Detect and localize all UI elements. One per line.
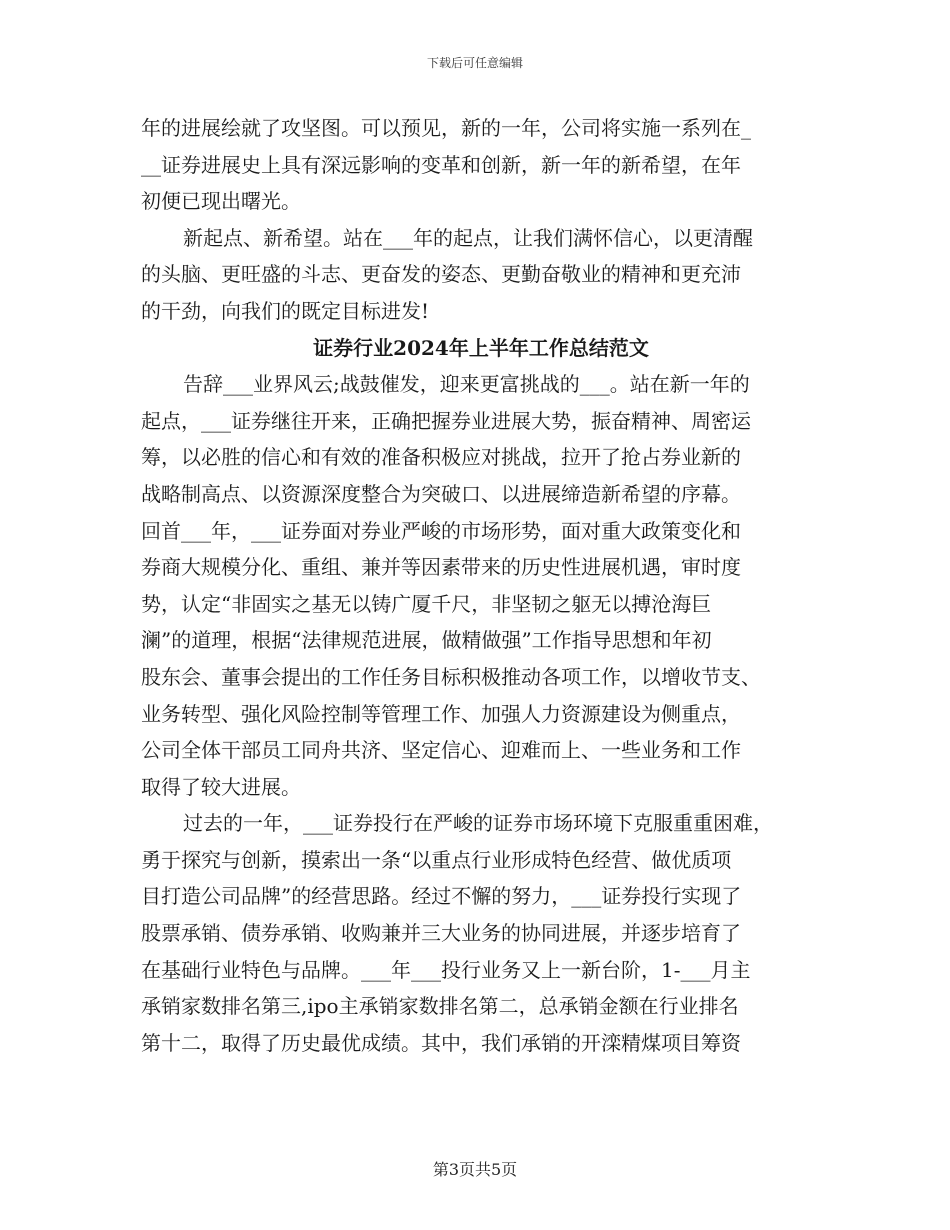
text-line: 回首___年，___证券面对券业严峻的市场形势，面对重大政策变化和 [141, 518, 741, 543]
text-line: 过去的一年，___证券投行在严峻的证券市场环境下克服重重困难， [183, 811, 773, 836]
text-line: __证券进展史上具有深远影响的变革和创新，新一年的新希望，在年 [141, 152, 741, 177]
text-line: 起点，___证券继往开来，正确把握券业进展大势，振奋精神、周密运 [141, 408, 751, 433]
text-line: 券商大规模分化、重组、兼并等因素带来的历史性进展机遇，审时度 [141, 555, 741, 580]
text-line: 新起点、新希望。站在___年的起点，让我们满怀信心，以更清醒 [183, 225, 753, 250]
text-line: 的干劲，向我们的既定目标进发! [141, 298, 430, 323]
text-line: 第十二，取得了历史最优成绩。其中，我们承销的开滦精煤项目筹资 [141, 1030, 741, 1055]
text-line: 的头脑、更旺盛的斗志、更奋发的姿态、更勤奋敬业的精神和更充沛 [141, 262, 741, 287]
text-line: 股票承销、债券承销、收购兼并三大业务的协同进展，并逐步培育了 [141, 921, 741, 946]
document-body [141, 110, 821, 1061]
text-line: 筹，以必胜的信心和有效的准备积极应对挑战，拉开了抢占券业新的 [141, 445, 741, 470]
text-line: 初便已现出曙光。 [141, 189, 301, 214]
section-title: 证券行业2024年上半年工作总结范文 [313, 335, 649, 360]
text-line: 公司全体干部员工同舟共济、坚定信心、迎难而上、一些业务和工作 [141, 738, 741, 763]
text-line: 业务转型、强化风险控制等管理工作、加强人力资源建设为侧重点， [141, 701, 741, 726]
text-line: 取得了较大进展。 [141, 774, 301, 799]
text-line: 年的进展绘就了攻坚图。可以预见，新的一年，公司将实施一系列在_ [141, 116, 751, 140]
text-line: 告辞___业界风云;战鼓催发，迎来更富挑战的___。站在新一年的 [183, 372, 750, 397]
text-line: 承销家数排名第三,ipo主承销家数排名第二，总承销金额在行业排名 [141, 994, 739, 1019]
text-line: 澜”的道理，根据“法律规范进展，做精做强”工作指导思想和年初 [141, 628, 712, 653]
text-line: 勇于探究与创新，摸索出一条“以重点行业形成特色经营、做优质项 [141, 847, 732, 872]
text-line: 战略制高点、以资源深度整合为突破口、以进展缔造新希望的序幕。 [141, 481, 741, 506]
text-line: 股东会、董事会提出的工作任务目标积极推动各项工作，以增收节支、 [141, 664, 761, 689]
text-line: 势，认定“非固实之基无以铸广厦千尺，非坚韧之躯无以搏沧海巨 [141, 591, 712, 616]
page-footer: 第3页共5页 [432, 1160, 518, 1179]
page-header: 下载后可任意编辑 [426, 56, 523, 70]
text-line: 在基础行业特色与品牌。___年___投行业务又上一新台阶，1-___月主 [141, 957, 751, 982]
text-line: 目打造公司品牌”的经营思路。经过不懈的努力，___证券投行实现了 [141, 884, 742, 909]
